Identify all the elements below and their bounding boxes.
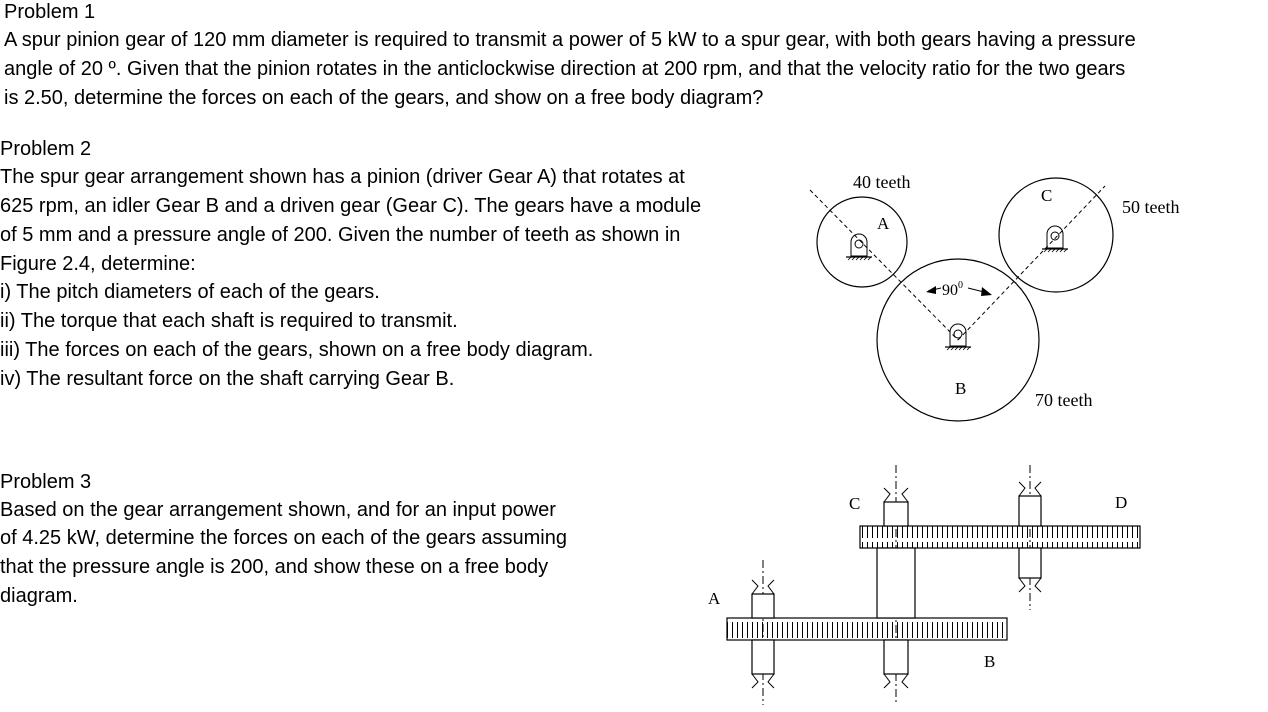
bearing-a-icon [846, 234, 872, 260]
problem-1-heading: Problem 1 [4, 1, 96, 23]
problem-3-heading: Problem 3 [0, 471, 92, 493]
center-line-bc [958, 186, 1105, 340]
problem-3-line-4: diagram. [0, 585, 78, 607]
label-d: D [1115, 493, 1128, 512]
gear-c-d-row [860, 526, 1140, 548]
gear-train-figure [790, 160, 1220, 430]
problem-2-line-7: iii) The forces on each of the gears, shown on a free body diagram. [0, 339, 594, 361]
problem-2-line-4: Figure 2.4, determine: [0, 253, 196, 275]
problem-3-line-2: of 4.25 kW, determine the forces on each of the gears assuming [0, 527, 567, 549]
problem-1-line-3: is 2.50, determine the forces on each of the gears, and show on a free body diagram? [4, 87, 764, 109]
gear-a-label: A [877, 214, 890, 233]
problem-3-line-1: Based on the gear arrangement shown, and for an input power [0, 499, 556, 521]
gear-a-teeth-label: 40 teeth [853, 172, 911, 192]
problem-1-line-1: A spur pinion gear of 120 mm diameter is required to transmit a power of 5 kW to a spur gear, with both gears having a pressure [4, 29, 1136, 51]
problem-2-heading: Problem 2 [0, 138, 92, 160]
problem-1-line-2: angle of 20 º. Given that the pinion rotates in the anticlockwise direction at 200 rpm, and that the velocity ratio for the two gears [4, 58, 1126, 80]
problem-3-line-3: that the pressure angle is 200, and show these on a free body [0, 556, 549, 578]
problem-2-line-6: ii) The torque that each shaft is required to transmit. [0, 310, 458, 332]
label-b: B [984, 652, 996, 671]
problem-2-line-8: iv) The resultant force on the shaft carrying Gear B. [0, 368, 455, 390]
shaft-b-c [877, 465, 915, 705]
gear-b-label: B [955, 379, 967, 398]
label-a: A [708, 589, 721, 608]
problem-2-line-5: i) The pitch diameters of each of the gears. [0, 281, 380, 303]
gear-c-label: C [1041, 186, 1053, 205]
problem-2-line-2: 625 rpm, an idler Gear B and a driven gear (Gear C). The gears have a module [0, 195, 702, 217]
gear-c-circle [999, 178, 1113, 292]
gear-c-teeth-label: 50 teeth [1122, 197, 1180, 217]
gear-a-b-row [727, 618, 1007, 640]
label-c: C [849, 494, 861, 513]
bearing-b-icon [945, 324, 971, 350]
gear-b-teeth-label: 70 teeth [1035, 390, 1093, 410]
problem-2-line-3: of 5 mm and a pressure angle of 200. Given the number of teeth as shown in [0, 224, 681, 246]
angle-label: $90^0$ [942, 280, 963, 299]
center-line-ab [810, 190, 958, 340]
problem-2-line-1: The spur gear arrangement shown has a pinion (driver Gear A) that rotates at [0, 166, 685, 188]
compound-train-figure [700, 458, 1150, 706]
